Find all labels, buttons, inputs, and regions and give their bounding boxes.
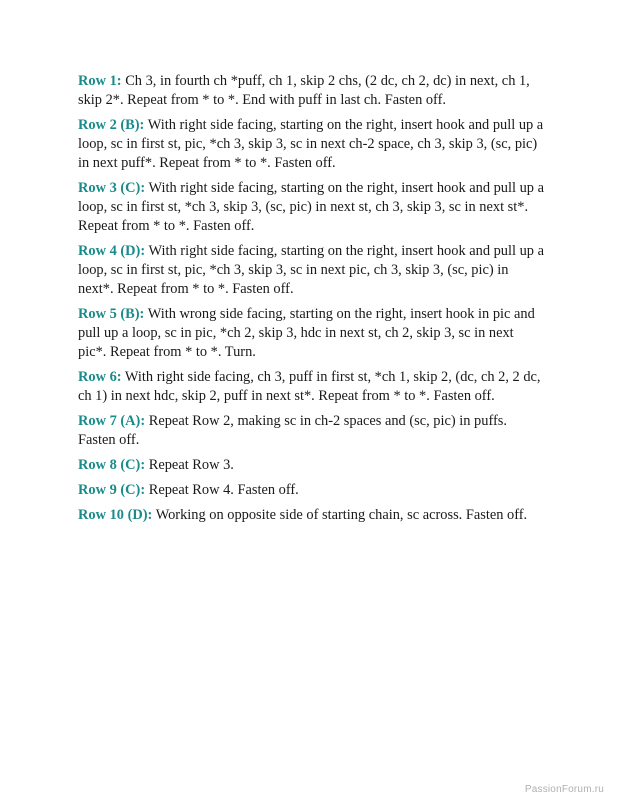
row-label: Row 2 (B): <box>78 117 145 133</box>
pattern-row-1 <box>78 72 544 110</box>
row-label: Row 3 (C): <box>78 180 146 196</box>
pattern-row-10 <box>78 506 544 525</box>
pattern-row-5 <box>78 305 544 362</box>
pattern-instructions <box>78 72 544 531</box>
row-label: Row 8 (C): <box>78 457 146 473</box>
pattern-row-4 <box>78 242 544 299</box>
row-label: Row 4 (D): <box>78 243 146 259</box>
row-label: Row 10 (D): <box>78 507 153 523</box>
pattern-row-8 <box>78 456 544 475</box>
row-text: With right side facing, ch 3, puff in first st, *ch 1, skip 2, (dc, ch 2, 2 dc, ch 1) in next hdc, skip 2, puff in next st*. Repeat from * to *. Fasten off. <box>78 369 541 404</box>
row-label: Row 6: <box>78 369 122 385</box>
watermark: PassionForum.ru <box>524 784 604 795</box>
row-text: With right side facing, starting on the right, insert hook and pull up a loop, sc in first st, pic, *ch 3, skip 3, sc in next pic, ch 3, skip 3, (sc, pic) in next*. Repeat from * to *. Fasten off. <box>78 243 544 297</box>
row-text: Working on opposite side of starting chain, sc across. Fasten off. <box>155 507 528 523</box>
row-label: Row 7 (A): <box>78 413 146 429</box>
row-text: With right side facing, starting on the right, insert hook and pull up a loop, sc in first st, *ch 3, skip 3, (sc, pic) in next st, ch 3, skip 3, sc in next st*. Repeat from * to *. Fasten off. <box>78 180 544 234</box>
row-text: Repeat Row 3. <box>148 457 234 473</box>
row-label: Row 1: <box>78 73 122 89</box>
pattern-row-7 <box>78 412 544 450</box>
pattern-row-3 <box>78 179 544 236</box>
pattern-row-9 <box>78 481 544 500</box>
pattern-row-2 <box>78 116 544 173</box>
row-text: Ch 3, in fourth ch *puff, ch 1, skip 2 chs, (2 dc, ch 2, dc) in next, ch 1, skip 2*. Repeat from * to *. End with puff in last ch. Fasten off. <box>78 73 530 108</box>
row-label: Row 9 (C): <box>78 482 146 498</box>
row-text: Repeat Row 4. Fasten off. <box>148 482 299 498</box>
row-text: Repeat Row 2, making sc in ch-2 spaces and (sc, pic) in puffs. Fasten off. <box>78 413 507 448</box>
row-label: Row 5 (B): <box>78 306 145 322</box>
pattern-row-6 <box>78 368 544 406</box>
row-text: With wrong side facing, starting on the right, insert hook in pic and pull up a loop, sc in pic, *ch 2, skip 3, hdc in next st, ch 2, skip 3, sc in next pic*. Repeat from * to *. Turn. <box>78 306 535 360</box>
row-text: With right side facing, starting on the right, insert hook and pull up a loop, sc in first st, pic, *ch 3, skip 3, sc in next ch-2 space, ch 3, skip 3, (sc, pic) in next puff*. Repeat from * to *. Fasten off. <box>78 117 544 171</box>
